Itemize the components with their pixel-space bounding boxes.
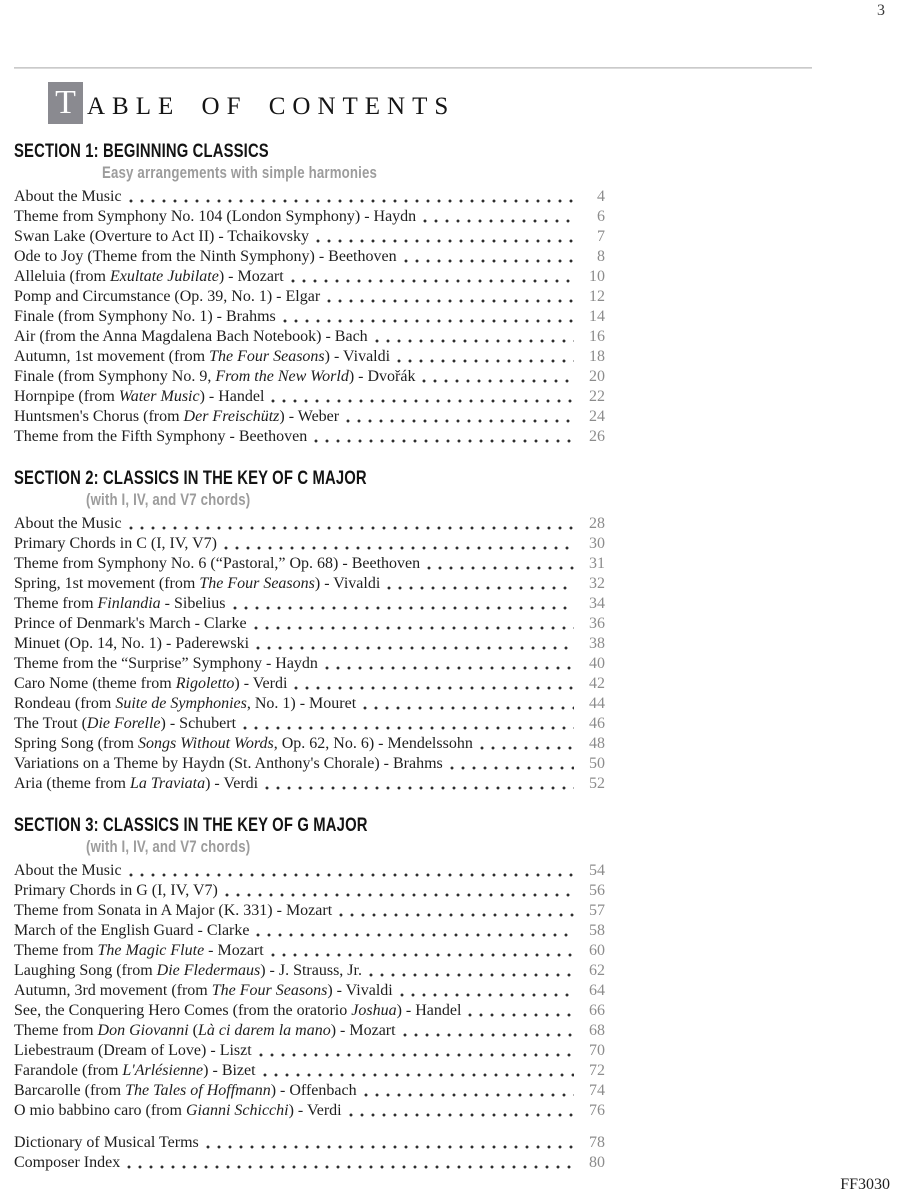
toc-entry-page: 64: [589, 982, 605, 999]
toc-entry-page: 58: [589, 922, 605, 939]
dot-leader: [375, 339, 574, 343]
dot-leader: [294, 686, 574, 690]
toc-footer-entries: [14, 1132, 605, 1172]
toc-entry-title: Huntsmen's Chorus (from Der Freischütz) - Weber: [14, 408, 340, 425]
section-subtitle: (with I, IV, and V7 chords): [86, 490, 251, 509]
toc-entry-page: 6: [597, 208, 605, 225]
dot-leader: [265, 786, 574, 790]
dot-leader: [314, 439, 574, 443]
toc-entry-title: Finale (from Symphony No. 1) - Brahms: [14, 308, 276, 325]
dot-leader: [325, 666, 574, 670]
toc-entry: [14, 1020, 605, 1040]
toc-entry: [14, 1000, 605, 1020]
dot-leader: [349, 1113, 574, 1117]
toc-entry-title: Pomp and Circumstance (Op. 39, No. 1) - Elgar: [14, 288, 321, 305]
toc-entry-page: 38: [589, 635, 605, 652]
toc-entry: [14, 613, 605, 633]
toc-entry-title: Farandole (from L'Arlésienne) - Bizet: [14, 1062, 256, 1079]
toc-entry-title: Theme from The Magic Flute - Mozart: [14, 942, 264, 959]
toc-entry-title: Air (from the Anna Magdalena Bach Notebook) - Bach: [14, 328, 368, 345]
toc-section: [14, 468, 605, 793]
top-rule: [14, 67, 812, 69]
dot-leader: [129, 526, 574, 530]
dot-leader: [233, 606, 574, 610]
toc-entry-page: 76: [589, 1102, 605, 1119]
toc-entry: [14, 633, 605, 653]
toc-entry-title: Hornpipe (from Water Music) - Handel: [14, 388, 265, 405]
toc-entry-page: 36: [589, 615, 605, 632]
toc-entry-title: March of the English Guard - Clarke: [14, 922, 250, 939]
toc-entry: [14, 693, 605, 713]
toc-entry-page: 7: [597, 228, 605, 245]
dot-leader: [206, 1145, 574, 1149]
toc-entry: [14, 1080, 605, 1100]
dot-leader: [364, 1093, 574, 1097]
dot-leader: [129, 199, 574, 203]
toc-entry-page: 12: [589, 288, 605, 305]
toc-entry: [14, 573, 605, 593]
section-entries: [14, 513, 605, 793]
toc-entry-page: 34: [589, 595, 605, 612]
dot-leader: [256, 646, 574, 650]
toc-sections: [14, 141, 605, 1172]
toc-entry: [14, 1060, 605, 1080]
toc-entry-title: Spring, 1st movement (from The Four Seasons) - Vivaldi: [14, 575, 381, 592]
toc-entry: [14, 753, 605, 773]
dot-leader: [400, 993, 574, 997]
toc-entry-page: 20: [589, 368, 605, 385]
dot-leader: [224, 546, 574, 550]
toc-entry-page: 50: [589, 755, 605, 772]
toc-entry-page: 80: [589, 1154, 605, 1171]
dot-leader: [271, 953, 574, 957]
toc-entry-title: Theme from Don Giovanni (Là ci darem la mano) - Mozart: [14, 1022, 396, 1039]
section-heading: SECTION 2: CLASSICS IN THE KEY OF C MAJOR: [14, 468, 367, 489]
page-title-text: ABLE OF CONTENTS: [87, 93, 456, 120]
toc-entry-page: 31: [589, 555, 605, 572]
toc-entry-page: 48: [589, 735, 605, 752]
toc-entry-title: Finale (from Symphony No. 9, From the New World) - Dvořák: [14, 368, 416, 385]
dot-leader: [427, 566, 574, 570]
toc-entry: [14, 406, 605, 426]
toc-entry-title: See, the Conquering Hero Comes (from the oratorio Joshua) - Handel: [14, 1002, 462, 1019]
toc-entry-page: 32: [589, 575, 605, 592]
toc-entry-title: Autumn, 3rd movement (from The Four Seasons) - Vivaldi: [14, 982, 393, 999]
toc-entry-page: 26: [589, 428, 605, 445]
toc-entry-page: 72: [589, 1062, 605, 1079]
toc-entry: [14, 880, 605, 900]
toc-entry-title: Rondeau (from Suite de Symphonies, No. 1) - Mouret: [14, 695, 357, 712]
dot-leader: [127, 1165, 574, 1169]
toc-entry-page: 60: [589, 942, 605, 959]
plate-number: FF3030: [840, 1176, 890, 1193]
dot-leader: [259, 1053, 574, 1057]
toc-entry-title: Prince of Denmark's March - Clarke: [14, 615, 247, 632]
toc-entry-title: Variations on a Theme by Haydn (St. Anthony's Chorale) - Brahms: [14, 755, 443, 772]
dot-leader: [423, 219, 574, 223]
toc-entry-title: Theme from the Fifth Symphony - Beethoven: [14, 428, 308, 445]
toc-entry: [14, 553, 605, 573]
toc-entry: [14, 186, 605, 206]
toc-entry: [14, 286, 605, 306]
toc-entry-title: Theme from Sonata in A Major (K. 331) - Mozart: [14, 902, 333, 919]
toc-entry: [14, 940, 605, 960]
toc-entry-page: 24: [589, 408, 605, 425]
toc-entry-title: Alleluia (from Exultate Jubilate) - Mozart: [14, 268, 284, 285]
toc-entry-page: 28: [589, 515, 605, 532]
toc-entry-page: 57: [589, 902, 605, 919]
toc-entry-page: 46: [589, 715, 605, 732]
dot-leader: [363, 706, 574, 710]
dot-leader: [480, 746, 574, 750]
dot-leader: [283, 319, 574, 323]
toc-entry-title: The Trout (Die Forelle) - Schubert: [14, 715, 237, 732]
toc-entry-page: 66: [589, 1002, 605, 1019]
toc-entry: [14, 673, 605, 693]
toc-entry: [14, 386, 605, 406]
toc-entry-page: 70: [589, 1042, 605, 1059]
dot-leader: [346, 419, 574, 423]
dot-leader: [129, 873, 574, 877]
toc-entry: [14, 266, 605, 286]
toc-entry-title: Barcarolle (from The Tales of Hoffmann) - Offenbach: [14, 1082, 357, 1099]
toc-entry-page: 52: [589, 775, 605, 792]
toc-entry-title: Aria (theme from La Traviata) - Verdi: [14, 775, 259, 792]
toc-entry-title: Ode to Joy (Theme from the Ninth Symphony) - Beethoven: [14, 248, 397, 265]
toc-footer-entry: [14, 1132, 605, 1152]
dot-leader: [404, 259, 574, 263]
toc-entry-title: Primary Chords in C (I, IV, V7): [14, 535, 217, 552]
section-entries: [14, 186, 605, 446]
toc-entry-title: About the Music: [14, 862, 122, 879]
toc-entry: [14, 773, 605, 793]
toc-entry: [14, 920, 605, 940]
dot-leader: [387, 586, 574, 590]
toc-entry-title: Swan Lake (Overture to Act II) - Tchaikovsky: [14, 228, 309, 245]
toc-entry-page: 4: [597, 188, 605, 205]
toc-entry: [14, 346, 605, 366]
dot-leader: [339, 913, 574, 917]
toc-entry-title: Minuet (Op. 14, No. 1) - Paderewski: [14, 635, 250, 652]
toc-entry-title: Caro Nome (theme from Rigoletto) - Verdi: [14, 675, 288, 692]
toc-entry-page: 14: [589, 308, 605, 325]
dot-leader: [243, 726, 574, 730]
dot-leader: [225, 893, 574, 897]
toc-entry-page: 74: [589, 1082, 605, 1099]
toc-entry-page: 30: [589, 535, 605, 552]
toc-entry: [14, 513, 605, 533]
toc-entry: [14, 713, 605, 733]
dot-leader: [271, 399, 574, 403]
toc-entry: [14, 900, 605, 920]
toc-entry: [14, 306, 605, 326]
toc-section: [14, 141, 605, 446]
toc-entry: [14, 426, 605, 446]
toc-entry-title: Theme from Symphony No. 104 (London Symphony) - Haydn: [14, 208, 417, 225]
dot-leader: [422, 379, 574, 383]
dot-leader: [263, 1073, 574, 1077]
dot-leader: [369, 973, 574, 977]
toc-entry-title: Primary Chords in G (I, IV, V7): [14, 882, 218, 899]
toc-entry-page: 78: [589, 1134, 605, 1151]
dot-leader: [291, 279, 574, 283]
toc-entry-page: 42: [589, 675, 605, 692]
toc-entry-title: Liebestraum (Dream of Love) - Liszt: [14, 1042, 252, 1059]
dot-leader: [468, 1013, 574, 1017]
dot-leader: [327, 299, 574, 303]
toc-entry: [14, 206, 605, 226]
toc-entry-title: Autumn, 1st movement (from The Four Seasons) - Vivaldi: [14, 348, 391, 365]
dot-leader: [450, 766, 574, 770]
toc-entry: [14, 653, 605, 673]
toc-entry-page: 68: [589, 1022, 605, 1039]
toc-entry-page: 18: [589, 348, 605, 365]
toc-entry: [14, 1100, 605, 1120]
section-heading: SECTION 3: CLASSICS IN THE KEY OF G MAJOR: [14, 815, 368, 836]
toc-entry: [14, 246, 605, 266]
toc-entry: [14, 226, 605, 246]
toc-entry-title: Spring Song (from Songs Without Words, Op. 62, No. 6) - Mendelssohn: [14, 735, 473, 752]
toc-entry-page: 40: [589, 655, 605, 672]
section-subtitle: Easy arrangements with simple harmonies: [102, 163, 378, 182]
toc-entry-page: 44: [589, 695, 605, 712]
toc-entry: [14, 860, 605, 880]
toc-entry-title: Theme from Symphony No. 6 (“Pastoral,” Op. 68) - Beethoven: [14, 555, 421, 572]
toc-footer-entry: [14, 1152, 605, 1172]
toc-entry-page: 62: [589, 962, 605, 979]
toc-section: [14, 815, 605, 1120]
section-entries: [14, 860, 605, 1120]
toc-entry-title: Composer Index: [14, 1154, 121, 1171]
drop-cap-box: T: [48, 82, 83, 124]
dot-leader: [254, 626, 574, 630]
toc-entry-page: 10: [589, 268, 605, 285]
toc-entry: [14, 960, 605, 980]
toc-entry-page: 16: [589, 328, 605, 345]
toc-entry-title: About the Music: [14, 188, 122, 205]
toc-entry-page: 22: [589, 388, 605, 405]
toc-entry: [14, 326, 605, 346]
toc-entry-page: 56: [589, 882, 605, 899]
toc-entry-title: Theme from the “Surprise” Symphony - Haydn: [14, 655, 318, 672]
toc-entry-title: Dictionary of Musical Terms: [14, 1134, 199, 1151]
dot-leader: [256, 933, 574, 937]
toc-entry-title: Laughing Song (from Die Fledermaus) - J. Strauss, Jr.: [14, 962, 362, 979]
toc-entry-page: 54: [589, 862, 605, 879]
page-number: 3: [877, 2, 885, 19]
toc-entry-page: 8: [597, 248, 605, 265]
toc-entry-title: O mio babbino caro (from Gianni Schicchi) - Verdi: [14, 1102, 342, 1119]
dot-leader: [316, 239, 574, 243]
section-subtitle: (with I, IV, and V7 chords): [86, 837, 251, 856]
section-heading: SECTION 1: BEGINNING CLASSICS: [14, 141, 269, 162]
toc-entry: [14, 733, 605, 753]
toc-entry: [14, 366, 605, 386]
toc-entry-title: Theme from Finlandia - Sibelius: [14, 595, 226, 612]
toc-entry: [14, 980, 605, 1000]
toc-entry-title: About the Music: [14, 515, 122, 532]
dot-leader: [397, 359, 574, 363]
toc-entry: [14, 1040, 605, 1060]
dot-leader: [403, 1033, 574, 1037]
toc-entry: [14, 593, 605, 613]
page-title: [48, 82, 455, 124]
toc-entry: [14, 533, 605, 553]
